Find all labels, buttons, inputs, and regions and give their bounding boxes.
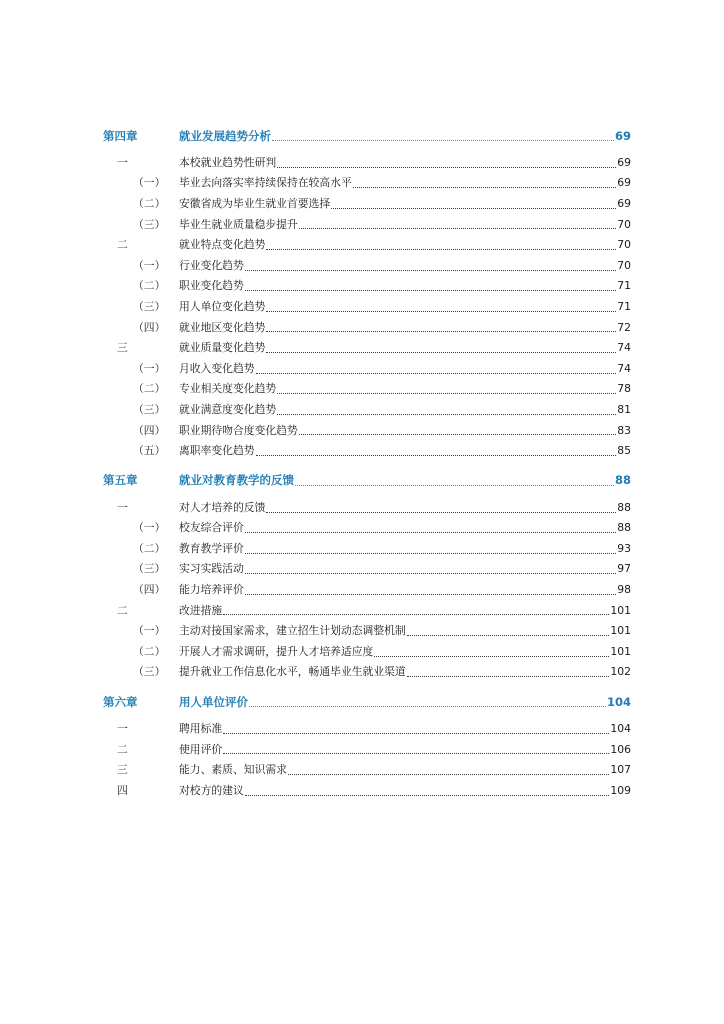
toc-page-number: 101 — [610, 624, 631, 638]
toc-title-line — [179, 626, 631, 637]
toc-leader-dots — [256, 372, 617, 374]
toc-entry-row[interactable] — [103, 599, 631, 620]
toc-page-number: 109 — [610, 783, 631, 797]
toc-title: 能力、素质、知识需求 — [179, 763, 287, 777]
toc-page-number: 74 — [617, 341, 631, 355]
toc-title: 专业相关度变化趋势 — [179, 382, 277, 396]
toc-leader-dots — [277, 413, 616, 415]
toc-entry-row[interactable] — [103, 419, 631, 440]
toc-page-number: 71 — [617, 279, 631, 293]
toc-entry-row[interactable] — [103, 295, 631, 316]
toc-leader-dots — [256, 454, 617, 456]
toc-title: 用人单位变化趋势 — [179, 299, 266, 313]
toc-leader-dots — [299, 433, 616, 435]
toc-title-line — [179, 475, 631, 487]
toc-number: （一） — [133, 361, 166, 375]
toc-entry-row[interactable] — [103, 275, 631, 296]
toc-leader-dots — [245, 552, 616, 554]
toc-page-number: 104 — [606, 694, 631, 709]
toc-leader-dots — [299, 227, 616, 229]
toc-number: 第四章 — [103, 128, 138, 143]
toc-title: 就业满意度变化趋势 — [179, 402, 277, 416]
toc-leader-dots — [353, 186, 617, 188]
toc-title: 就业对教育教学的反馈 — [179, 473, 294, 488]
toc-title: 就业特点变化趋势 — [179, 238, 266, 252]
toc-number: 一 — [117, 500, 128, 514]
toc-title-line — [179, 402, 631, 416]
toc-leader-dots — [331, 207, 616, 209]
toc-chapter-row[interactable] — [103, 468, 631, 490]
toc-page-number: 69 — [617, 155, 631, 169]
toc-entry-row[interactable] — [103, 537, 631, 558]
toc-title-line — [179, 240, 631, 251]
toc-number: （三） — [133, 562, 166, 576]
toc-entry-row[interactable] — [103, 336, 631, 357]
toc-title: 离职率变化趋势 — [179, 444, 255, 458]
toc-title: 就业地区变化趋势 — [179, 320, 266, 334]
toc-title: 本校就业趋势性研判 — [179, 155, 277, 169]
toc-number: （二） — [133, 382, 166, 396]
toc-number: 第五章 — [103, 473, 138, 488]
toc-entry-row[interactable] — [103, 517, 631, 538]
toc-title: 主动对接国家需求，建立招生计划动态调整机制 — [179, 624, 406, 638]
toc-number: 四 — [117, 783, 128, 797]
toc-title-line — [179, 384, 631, 395]
toc-page-number: 70 — [617, 217, 631, 231]
toc-leader-dots — [245, 593, 616, 595]
toc-entry-row[interactable] — [103, 254, 631, 275]
toc-leader-dots — [266, 511, 616, 513]
toc-title: 毕业生就业质量稳步提升 — [179, 217, 298, 231]
toc-title-line — [179, 783, 631, 797]
toc-entry-row[interactable] — [103, 640, 631, 661]
toc-leader-dots — [295, 484, 614, 486]
toc-number: 二 — [117, 238, 128, 252]
toc-title-line — [179, 603, 631, 617]
toc-title: 就业发展趋势分析 — [179, 128, 271, 143]
toc-title-line — [179, 343, 631, 354]
toc-chapter-row[interactable] — [103, 123, 631, 145]
toc-page-number: 98 — [617, 583, 631, 597]
toc-leader-dots — [272, 139, 614, 141]
toc-number: （三） — [133, 217, 166, 231]
toc-title-line — [179, 523, 631, 534]
toc-entry-row[interactable] — [103, 661, 631, 682]
toc-page-number: 74 — [617, 361, 631, 375]
toc-number: 一 — [117, 722, 128, 736]
toc-number: （三） — [133, 665, 166, 679]
toc-entry-row[interactable] — [103, 558, 631, 579]
toc-entry-row[interactable] — [103, 213, 631, 234]
toc-title: 教育教学评价 — [179, 541, 244, 555]
toc-title-line — [179, 258, 631, 272]
toc-title-line — [179, 742, 631, 756]
toc-title-line — [179, 196, 631, 210]
toc-title-line — [179, 500, 631, 514]
toc-title: 职业变化趋势 — [179, 279, 244, 293]
toc-title-line — [179, 694, 631, 709]
toc-entry-row[interactable] — [103, 357, 631, 378]
toc-number: 二 — [117, 742, 128, 756]
toc-title: 开展人才需求调研，提升人才培养适应度 — [179, 644, 374, 658]
toc-number: （一） — [133, 624, 166, 638]
toc-title: 对校方的建议 — [179, 783, 244, 797]
toc-title-line — [179, 765, 631, 776]
toc-title-line — [179, 128, 631, 143]
toc-number: （二） — [133, 279, 166, 293]
toc-number: 第六章 — [103, 694, 138, 709]
toc-page-number: 88 — [617, 521, 631, 535]
toc-entry-row[interactable] — [103, 717, 631, 738]
toc-entry-row[interactable] — [103, 758, 631, 779]
toc-title: 使用评价 — [179, 742, 223, 756]
toc-number: 三 — [117, 763, 128, 777]
toc-page-number: 102 — [610, 665, 631, 679]
toc-page-number: 71 — [617, 299, 631, 313]
toc-leader-dots — [277, 392, 616, 394]
toc-title: 就业质量变化趋势 — [179, 341, 266, 355]
toc-number: 一 — [117, 155, 128, 169]
toc-title-line — [179, 299, 631, 313]
toc-entry-row[interactable] — [103, 578, 631, 599]
toc-title-line — [179, 217, 631, 231]
toc-number: （一） — [133, 176, 166, 190]
toc-leader-dots — [288, 773, 609, 775]
toc-page-number: 93 — [617, 541, 631, 555]
toc-leader-dots — [245, 289, 616, 291]
table-of-contents — [103, 122, 631, 800]
toc-page-number: 85 — [617, 444, 631, 458]
toc-title-line — [179, 564, 631, 575]
toc-page-number: 107 — [610, 763, 631, 777]
toc-leader-dots — [374, 655, 609, 657]
toc-title-line — [179, 281, 631, 292]
toc-leader-dots — [245, 794, 610, 796]
toc-entry-row[interactable] — [103, 779, 631, 800]
toc-number: （三） — [133, 299, 166, 313]
toc-title: 用人单位评价 — [179, 694, 248, 709]
toc-entry-row[interactable] — [103, 398, 631, 419]
toc-entry-row[interactable] — [103, 172, 631, 193]
toc-entry-row[interactable] — [103, 233, 631, 254]
toc-leader-dots — [245, 531, 616, 533]
toc-title: 聘用标准 — [179, 722, 223, 736]
toc-page-number: 104 — [610, 722, 631, 736]
toc-leader-dots — [266, 330, 616, 332]
toc-title-line — [179, 724, 631, 735]
toc-title-line — [179, 320, 631, 334]
toc-leader-dots — [223, 732, 609, 734]
toc-leader-dots — [249, 705, 606, 707]
toc-page-number: 78 — [617, 382, 631, 396]
toc-page-number: 101 — [610, 644, 631, 658]
toc-title: 行业变化趋势 — [179, 258, 244, 272]
toc-number: 三 — [117, 341, 128, 355]
toc-leader-dots — [266, 248, 616, 250]
toc-page-number: 81 — [617, 402, 631, 416]
toc-title: 月收入变化趋势 — [179, 361, 255, 375]
toc-entry-row[interactable] — [103, 738, 631, 759]
toc-title: 职业期待吻合度变化趋势 — [179, 423, 298, 437]
toc-title: 能力培养评价 — [179, 583, 244, 597]
toc-leader-dots — [245, 572, 616, 574]
toc-leader-dots — [223, 752, 609, 754]
toc-title-line — [179, 541, 631, 555]
toc-number: （二） — [133, 196, 166, 210]
toc-entry-row[interactable] — [103, 378, 631, 399]
toc-page-number: 88 — [617, 500, 631, 514]
toc-leader-dots — [245, 269, 616, 271]
toc-title-line — [179, 446, 631, 457]
toc-title-line — [179, 361, 631, 375]
toc-chapter-row[interactable] — [103, 689, 631, 711]
toc-leader-dots — [407, 634, 610, 636]
toc-number: （二） — [133, 541, 166, 555]
toc-entry-row[interactable] — [103, 619, 631, 640]
toc-number: （三） — [133, 402, 166, 416]
toc-number: （四） — [133, 583, 166, 597]
toc-leader-dots — [223, 613, 609, 615]
toc-entry-row[interactable] — [103, 439, 631, 460]
toc-entry-row[interactable] — [103, 192, 631, 213]
toc-number: （一） — [133, 521, 166, 535]
toc-title: 对人才培养的反馈 — [179, 500, 266, 514]
toc-page-number: 97 — [617, 562, 631, 576]
toc-leader-dots — [266, 351, 616, 353]
toc-leader-dots — [407, 675, 610, 677]
toc-number: 二 — [117, 603, 128, 617]
toc-number: （一） — [133, 258, 166, 272]
toc-page-number: 70 — [617, 258, 631, 272]
toc-title-line — [179, 585, 631, 596]
toc-page-number: 83 — [617, 423, 631, 437]
toc-page-number: 69 — [617, 176, 631, 190]
toc-page-number: 101 — [610, 603, 631, 617]
toc-number: （二） — [133, 644, 166, 658]
toc-leader-dots — [277, 166, 616, 168]
toc-page-number: 88 — [614, 473, 631, 488]
toc-title-line — [179, 667, 631, 678]
toc-title-line — [179, 644, 631, 658]
toc-page-number: 69 — [614, 128, 631, 143]
toc-title: 毕业去向落实率持续保持在较高水平 — [179, 176, 352, 190]
toc-title: 校友综合评价 — [179, 521, 244, 535]
toc-number: （四） — [133, 423, 166, 437]
toc-entry-row[interactable] — [103, 496, 631, 517]
toc-entry-row[interactable] — [103, 316, 631, 337]
toc-page-number: 106 — [610, 742, 631, 756]
toc-page-number: 72 — [617, 320, 631, 334]
toc-number: （五） — [133, 444, 166, 458]
toc-title-line — [179, 178, 631, 189]
toc-title: 安徽省成为毕业生就业首要选择 — [179, 196, 331, 210]
toc-title: 提升就业工作信息化水平，畅通毕业生就业渠道 — [179, 665, 406, 679]
toc-page-number: 70 — [617, 238, 631, 252]
toc-title-line — [179, 423, 631, 437]
toc-page-number: 69 — [617, 196, 631, 210]
toc-entry-row[interactable] — [103, 151, 631, 172]
toc-leader-dots — [266, 310, 616, 312]
toc-title-line — [179, 155, 631, 169]
toc-title: 实习实践活动 — [179, 562, 244, 576]
toc-title: 改进措施 — [179, 603, 223, 617]
toc-number: （四） — [133, 320, 166, 334]
